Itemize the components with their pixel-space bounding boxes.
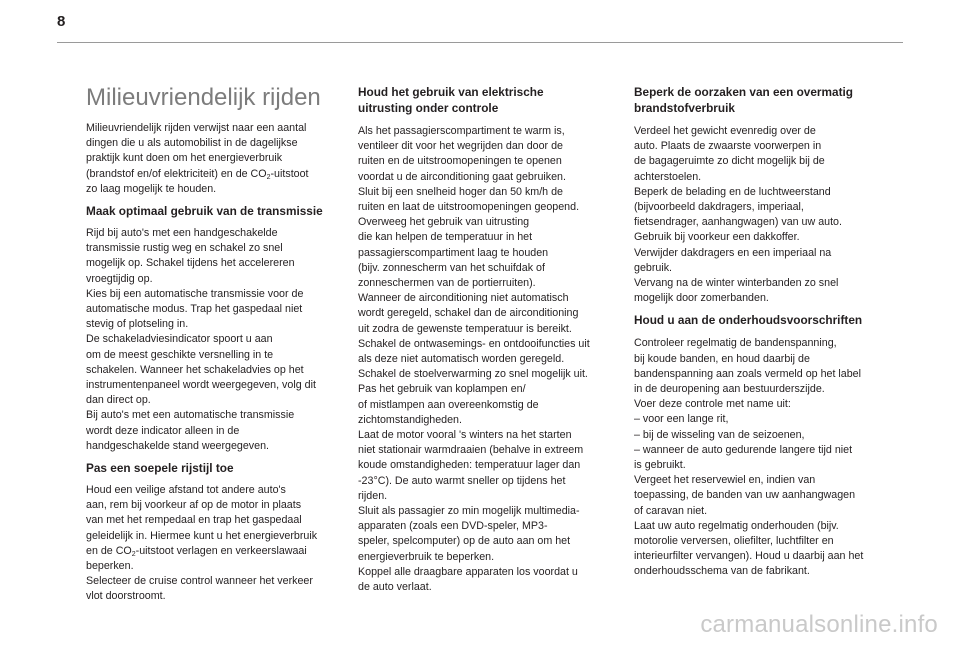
column-left [86, 84, 331, 611]
excess-consumption-heading: Beperk de oorzaken van een overmatig brandstofverbruik [634, 85, 853, 115]
smooth-driving-text: Houd een veilige afstand tot andere auto's aan, rem bij voorkeur af op de motor in plaats van met het rempedaal en trap het gaspedaal geleidelijk in. Hiermee kunt u het energieverbruik en de $CO_2$-uitstoot verlagen en verkeerslawaai beperken. Selecteer de cruise control wanneer het verkeer vlot doorstroomt. [86, 484, 318, 603]
page-title: Milieuvriendelijk rijden [86, 84, 321, 111]
header-divider [57, 42, 903, 43]
smooth-driving-heading: Pas een soepele rijstijl toe [86, 461, 234, 476]
column-middle [358, 84, 620, 601]
page-number: 8 [57, 13, 66, 30]
electrical-equipment-heading: Houd het gebruik van elektrische uitrusting onder controle [358, 85, 544, 115]
maintenance-heading: Houd u aan de onderhoudsvoorschriften [634, 313, 863, 328]
transmission-heading: Maak optimaal gebruik van de transmissie [86, 204, 323, 219]
excess-consumption-text: Verdeel het gewicht evenredig over de auto. Plaats de zwaarste voorwerpen in de bagageruimte zo dicht mogelijk bij de achterstoelen. Beperk de belading en de luchtweerstand (bijvoorbeeld dakdragers, imperiaal, fietsendrager, aanhangwagen) van uw auto. Gebruik bij voorkeur een dakkoffer. Verwijder dakdragers en een imperiaal na gebruik. Vervang na de winter winterbanden zo snel mogelijk door zomerbanden. [634, 125, 842, 305]
column-right [634, 84, 892, 586]
intro-paragraph: Milieuvriendelijk rijden verwijst naar een aantal dingen die u als automobilist in de dagelijkse praktijk kunt doen om het energieverbruik (brandstof en/of elektriciteit) en de $CO_2$-uitstoot zo laag mogelijk te houden. [86, 122, 309, 195]
electrical-equipment-text: Als het passagierscompartiment te warm is, ventileer dit voor het wegrijden dan door de ruiten en de uitstroomopeningen te openen voordat u de airconditioning gaat gebruiken. Sluit bij een snelheid hoger dan 50 km/h de ruiten en laat de uitstroomopeningen geopend. Overweeg het gebruik van uitrusting die kan helpen de temperatuur in het passagierscompartiment laag te houden (bijv. zonnescherm van het schuifdak of zonneschermen van de portierruiten). Wanneer de airconditioning niet automatisch wordt geregeld, schakel dan de airconditioning uit zodra de gewenste temperatuur is bereikt. Schakel de ontwasemings- en ontdooifuncties uit als deze niet automatisch worden geregeld. Schakel de stoelverwarming zo snel mogelijk uit. Pas het gebruik van koplampen en/ of mistlampen aan overeenkomstig de zichtomstandigheden. Laat de motor vooral 's winters na het starten niet stationair warmdraaien (behalve in extreem koude omstandigheden: temperatuur lager dan -23°C). De auto warmt sneller op tijdens het rijden. Sluit als passagier zo min mogelijk multimedia- apparaten (zoals een DVD-speler, MP3- speler, spelcomputer) op de auto aan om het energieverbruik te beperken. Koppel alle draagbare apparaten los voordat u de auto verlaat. [358, 125, 590, 594]
transmission-text: Rijd bij auto's met een handgeschakelde transmissie rustig weg en schakel zo snel mogelijk op. Schakel tijdens het accelereren vroegtijdig op. Kies bij een automatische transmissie voor de automatische modus. Trap het gaspedaal niet stevig of plotseling in. De schakeladviesindicator spoort u aan om de meest geschikte versnelling in te schakelen. Wanneer het schakeladvies op het instrumentenpaneel wordt weergegeven, volg dit dan direct op. Bij auto's met een automatische transmissie wordt deze indicator alleen in de handgeschakelde stand weergegeven. [86, 227, 316, 452]
watermark: carmanualsonline.info [700, 611, 938, 638]
maintenance-text: Controleer regelmatig de bandenspanning, bij koude banden, en houd daarbij de bandenspanning aan zoals vermeld op het label in de deuropening aan bestuurderszijde. Voer deze controle met name uit: – voor een lange rit, – bij de wisseling van de seizoenen, – wanneer de auto gedurende langere tijd niet is gebruikt. Vergeet het reservewiel en, indien van toepassing, de banden van uw aanhangwagen of caravan niet. Laat uw auto regelmatig onderhouden (bijv. motorolie verversen, oliefilter, luchtfilter en interieurfilter vervangen). Houd u daarbij aan het onderhoudsschema van de fabrikant. [634, 337, 864, 578]
